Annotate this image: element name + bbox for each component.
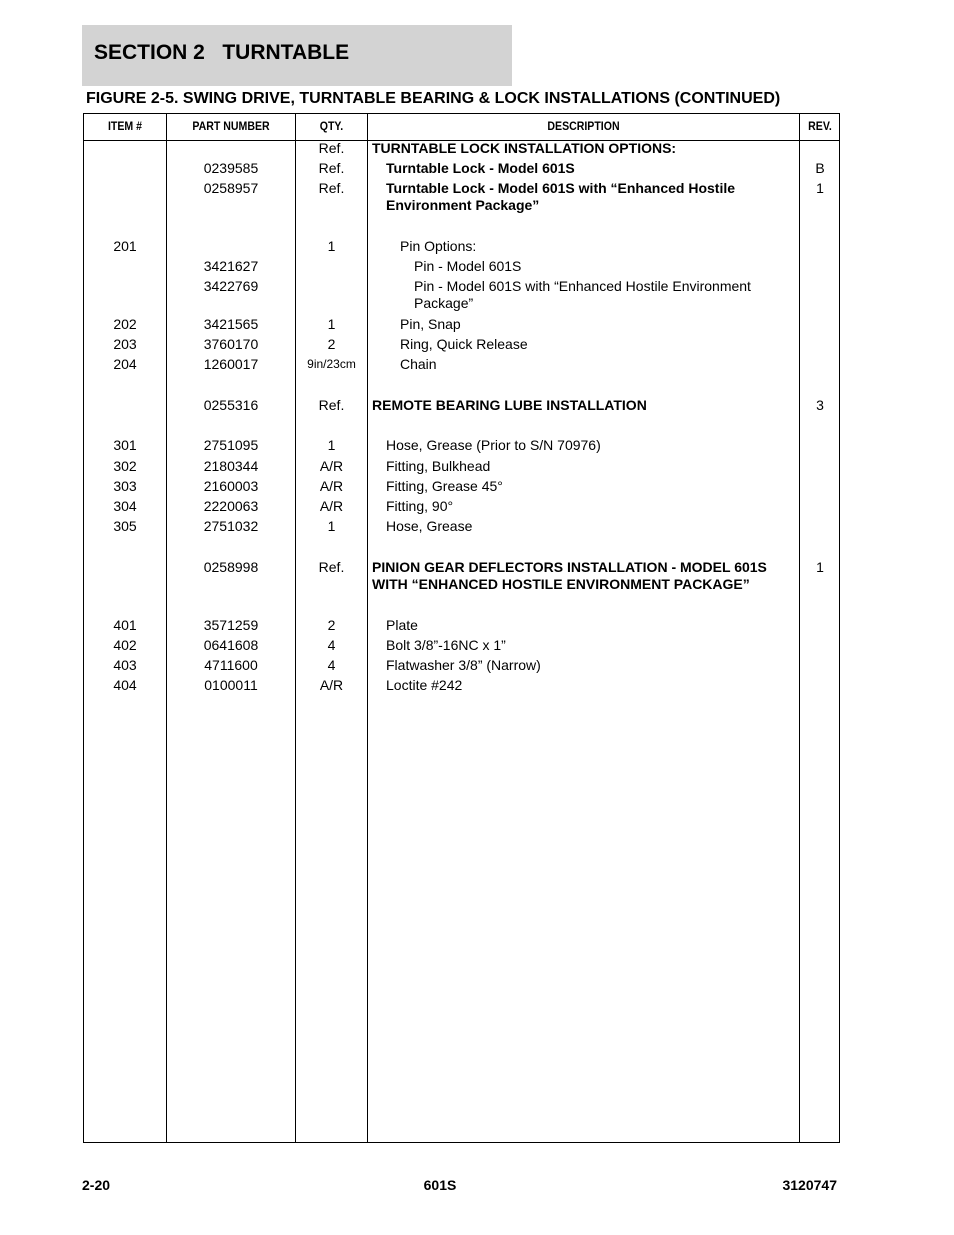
part-number: 0258998 <box>203 559 259 575</box>
part-number: 0641608 <box>203 637 259 653</box>
item-number: 403 <box>113 657 137 673</box>
item-number: 305 <box>113 518 137 534</box>
quantity: 4 <box>327 637 336 653</box>
quantity: A/R <box>319 677 344 693</box>
description: Flatwasher 3/8” (Narrow) <box>386 657 541 673</box>
description: Fitting, Bulkhead <box>386 458 491 474</box>
quantity: 1 <box>327 437 336 453</box>
quantity: Ref. <box>318 180 345 196</box>
description: Pin, Snap <box>400 316 461 332</box>
part-number: 3421627 <box>203 258 259 274</box>
item-number: 303 <box>113 478 137 494</box>
description: Loctite #242 <box>386 677 463 693</box>
description: Ring, Quick Release <box>400 336 528 352</box>
revision: B <box>815 160 825 176</box>
item-number: 304 <box>113 498 137 514</box>
document-number: 3120747 <box>782 1177 837 1193</box>
part-number: 3571259 <box>203 617 259 633</box>
part-number: 1260017 <box>203 356 259 372</box>
description: Turntable Lock - Model 601S with “Enhanced Hostile Environment Package” <box>386 180 736 213</box>
revision: 1 <box>816 559 824 575</box>
description: Chain <box>400 356 437 372</box>
item-number: 301 <box>113 437 137 453</box>
quantity: Ref. <box>318 397 345 413</box>
revision: 1 <box>816 180 824 196</box>
part-number: 2751095 <box>203 437 259 453</box>
item-number: 202 <box>113 316 137 332</box>
quantity: 9in/23cm <box>307 357 356 371</box>
quantity: A/R <box>319 498 344 514</box>
description: REMOTE BEARING LUBE INSTALLATION <box>372 397 647 413</box>
part-number: 2160003 <box>203 478 259 494</box>
part-number: 4711600 <box>204 657 258 673</box>
item-number: 402 <box>113 637 137 653</box>
description: Hose, Grease (Prior to S/N 70976) <box>386 437 601 453</box>
quantity: Ref. <box>318 559 345 575</box>
item-number: 204 <box>113 356 137 372</box>
item-number: 401 <box>113 617 137 633</box>
part-number: 0255316 <box>203 397 259 413</box>
quantity: Ref. <box>318 160 345 176</box>
column-header-part-number: PART NUMBER <box>192 119 270 133</box>
part-number: 0239585 <box>203 160 259 176</box>
quantity: Ref. <box>318 140 345 156</box>
description: TURNTABLE LOCK INSTALLATION OPTIONS: <box>372 140 677 156</box>
quantity: 4 <box>327 657 336 673</box>
quantity: A/R <box>319 478 344 494</box>
description: Pin - Model 601S with “Enhanced Hostile Environment Package” <box>414 278 751 311</box>
quantity: 1 <box>327 238 336 254</box>
part-number: 3422769 <box>203 278 259 294</box>
description: Bolt 3/8”-16NC x 1” <box>386 637 506 653</box>
description: Fitting, Grease 45° <box>386 478 503 494</box>
column-header-qty: QTY. <box>319 119 344 133</box>
quantity: 1 <box>327 518 336 534</box>
description: Turntable Lock - Model 601S <box>386 160 575 176</box>
part-number: 3760170 <box>203 336 259 352</box>
footer-model: 601S <box>423 1177 457 1193</box>
column-divider <box>367 113 368 1143</box>
column-header-item: ITEM # <box>107 119 143 133</box>
quantity: 2 <box>327 336 336 352</box>
part-number: 0258957 <box>203 180 259 196</box>
section-title: SECTION 2 TURNTABLE <box>94 41 350 64</box>
column-header-description: DESCRIPTION <box>547 119 620 133</box>
part-number: 0100011 <box>204 677 258 693</box>
part-number: 2180344 <box>203 458 259 474</box>
quantity: 1 <box>327 316 336 332</box>
page-number: 2-20 <box>82 1177 111 1193</box>
description: Pin - Model 601S <box>414 258 522 274</box>
item-number: 201 <box>113 238 137 254</box>
description: Plate <box>386 617 418 633</box>
part-number: 2751032 <box>203 518 259 534</box>
quantity: 2 <box>327 617 336 633</box>
description: Pin Options: <box>400 238 477 254</box>
quantity: A/R <box>319 458 344 474</box>
description: PINION GEAR DEFLECTORS INSTALLATION - MODEL 601S WITH “ENHANCED HOSTILE ENVIRONMENT PACKAGE” <box>372 559 767 592</box>
item-number: 404 <box>113 677 137 693</box>
description: Fitting, 90° <box>386 498 454 514</box>
revision: 3 <box>816 397 824 413</box>
column-header-rev: REV. <box>808 119 832 133</box>
part-number: 3421565 <box>203 316 259 332</box>
part-number: 2220063 <box>203 498 259 514</box>
item-number: 203 <box>113 336 137 352</box>
description: Hose, Grease <box>386 518 473 534</box>
figure-title: FIGURE 2-5. SWING DRIVE, TURNTABLE BEARING & LOCK INSTALLATIONS (CONTINUED) <box>86 90 781 107</box>
item-number: 302 <box>113 458 137 474</box>
